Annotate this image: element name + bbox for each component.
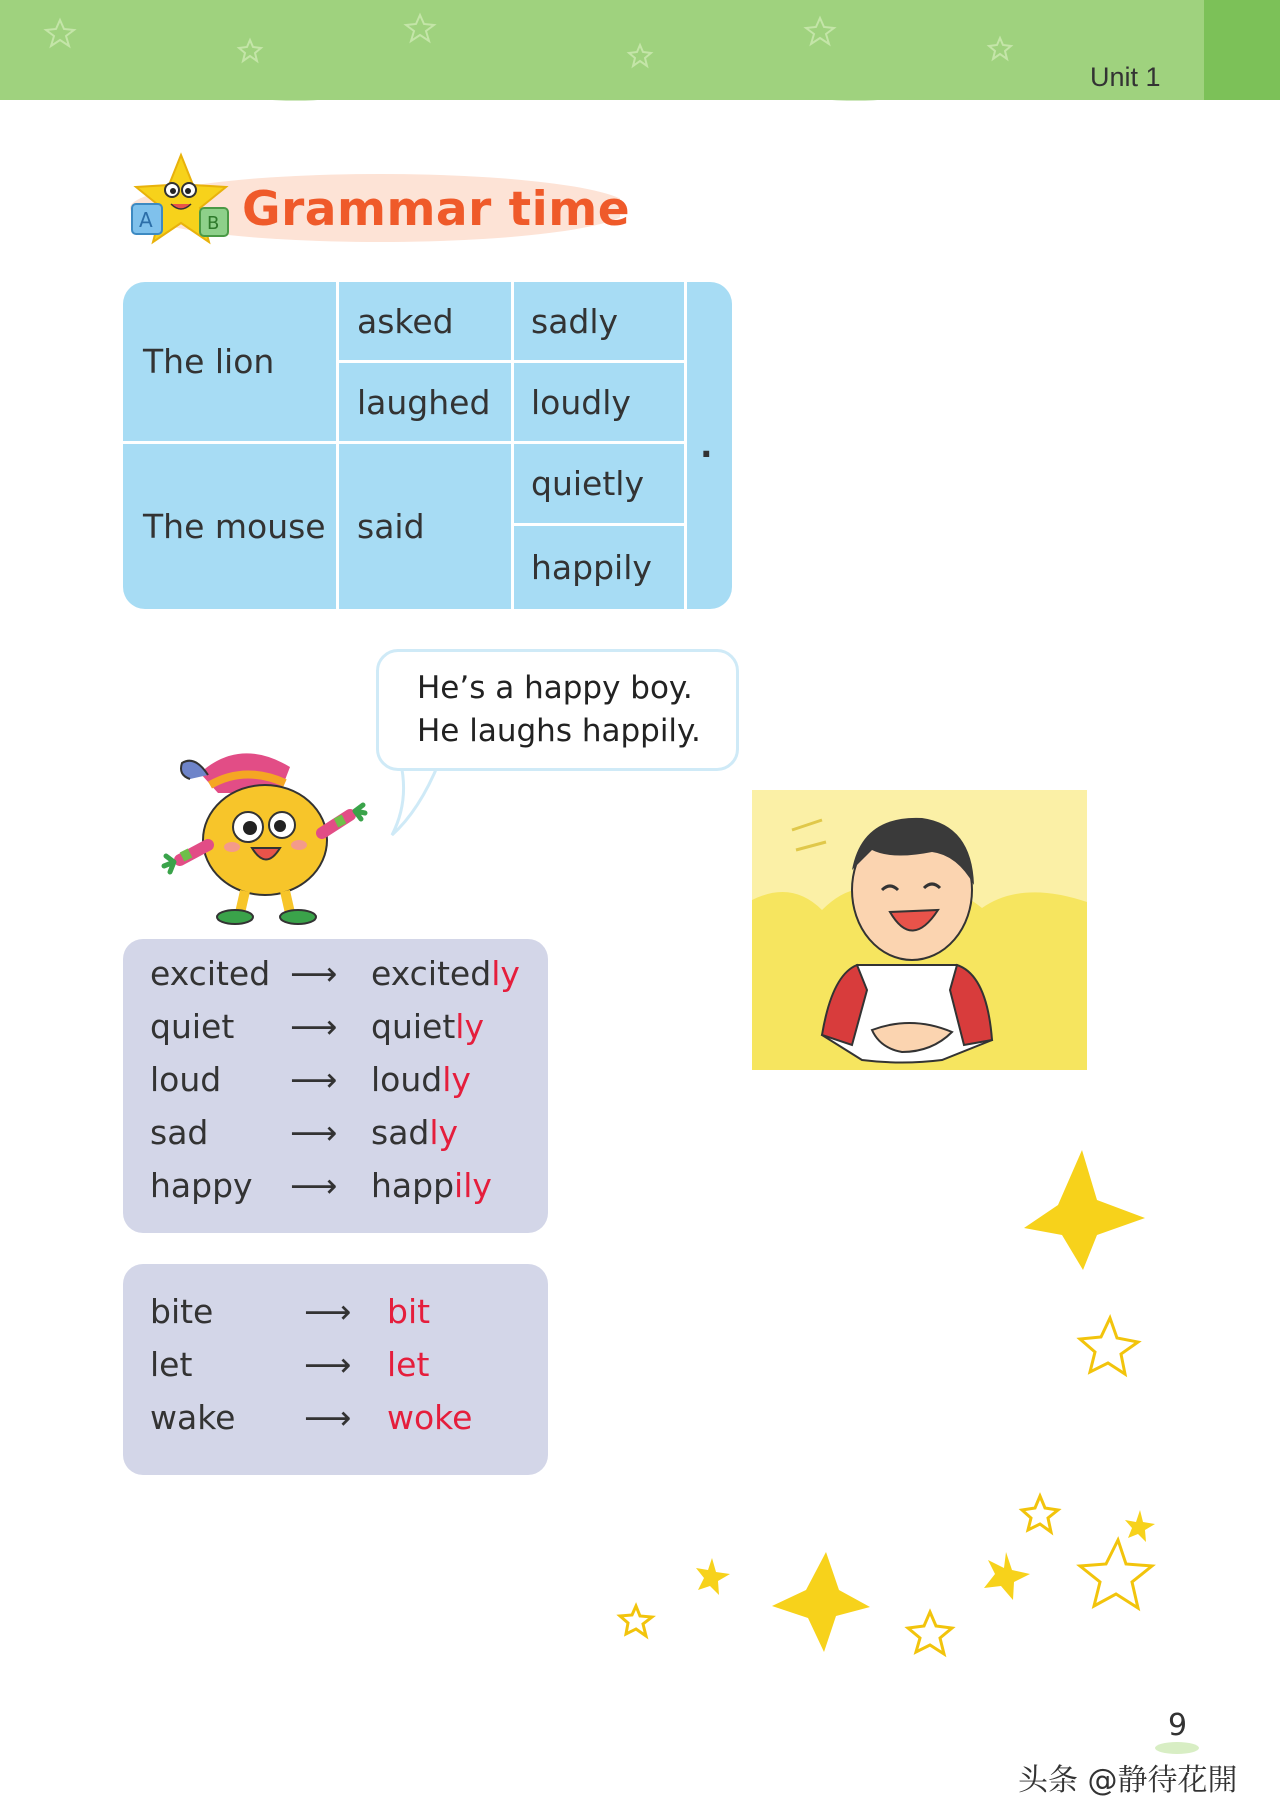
table-cell-adverb: sadly (531, 301, 619, 341)
star-icon (1125, 1510, 1155, 1542)
star-icon (1080, 1540, 1152, 1608)
table-cell-subject: The mouse (143, 507, 326, 546)
speech-bubble-tail (380, 760, 480, 840)
unit-label: Unit 1 (1090, 62, 1161, 92)
adverb-box (123, 939, 548, 1233)
table-cell-verb: asked (357, 301, 454, 341)
banner-torn-edge (0, 0, 1280, 110)
adverb-base: loud (150, 1060, 222, 1099)
mascot-character-icon (160, 745, 380, 925)
adverb-result: quietly (371, 1007, 484, 1046)
arrow-right-icon: ⟶ (304, 1345, 352, 1384)
arrow-right-icon: ⟶ (290, 1007, 338, 1046)
adverb-row (123, 1007, 548, 1057)
verb-past: bit (387, 1292, 431, 1331)
watermark: 头条 @静待花開 (1018, 1763, 1238, 1798)
laughing-boy-illustration (752, 790, 1087, 1080)
star-icon (984, 1552, 1030, 1600)
adverb-row (123, 1113, 548, 1163)
star-icon (908, 1612, 952, 1654)
speech-bubble (376, 649, 739, 771)
table-divider (336, 282, 339, 609)
adverb-base: sad (150, 1113, 209, 1152)
verb-base: wake (150, 1398, 236, 1437)
adverb-row (123, 954, 548, 1004)
star-icon (620, 1606, 652, 1636)
past-tense-row (123, 1398, 548, 1448)
past-tense-row (123, 1292, 548, 1342)
banner-tab (1204, 0, 1280, 100)
star-mascot-icon (126, 150, 236, 250)
past-tense-row (123, 1345, 548, 1395)
verb-past: woke (387, 1398, 473, 1437)
svg-text:A: A (139, 208, 153, 232)
arrow-right-icon: ⟶ (290, 1166, 338, 1205)
speech-line: He laughs happily. (417, 713, 701, 749)
arrow-right-icon: ⟶ (304, 1398, 352, 1437)
past-tense-box (123, 1264, 548, 1475)
adverb-base: happy (150, 1166, 253, 1205)
table-divider (684, 282, 687, 609)
star-icon (1024, 1150, 1145, 1270)
verb-base: let (150, 1345, 193, 1384)
adverb-base: quiet (150, 1007, 235, 1046)
verb-base: bite (150, 1292, 214, 1331)
star-icon (1022, 1496, 1058, 1532)
adverb-result: excitedly (371, 954, 520, 993)
star-icon (696, 1558, 730, 1595)
section-title: Grammar time (242, 182, 631, 237)
speech-line: He’s a happy boy. (417, 670, 693, 706)
star-icon (1080, 1318, 1138, 1374)
adverb-base: excited (150, 954, 271, 993)
page-number: 9 (1168, 1708, 1188, 1743)
table-divider (511, 282, 514, 609)
table-cell-verb: said (357, 507, 425, 546)
adverb-result: happily (371, 1166, 492, 1205)
arrow-right-icon: ⟶ (290, 954, 338, 993)
arrow-right-icon: ⟶ (304, 1292, 352, 1331)
grammar-table (123, 282, 732, 609)
adverb-row (123, 1166, 548, 1216)
adverb-row (123, 1060, 548, 1110)
svg-text:B: B (207, 213, 220, 234)
table-cell-adverb: quietly (531, 464, 644, 503)
arrow-right-icon: ⟶ (290, 1060, 338, 1099)
table-cell-verb: laughed (357, 382, 491, 422)
verb-past: let (387, 1345, 430, 1384)
decorative-stars (600, 1140, 1180, 1680)
table-cell-punctuation: . (700, 426, 713, 465)
table-cell-adverb: loudly (531, 382, 631, 422)
arrow-right-icon: ⟶ (290, 1113, 338, 1152)
star-icon (772, 1552, 870, 1652)
table-cell-adverb: happily (531, 548, 652, 587)
adverb-result: sadly (371, 1113, 459, 1152)
adverb-result: loudly (371, 1060, 471, 1099)
top-banner (0, 0, 1280, 100)
table-cell-subject: The lion (143, 342, 275, 381)
